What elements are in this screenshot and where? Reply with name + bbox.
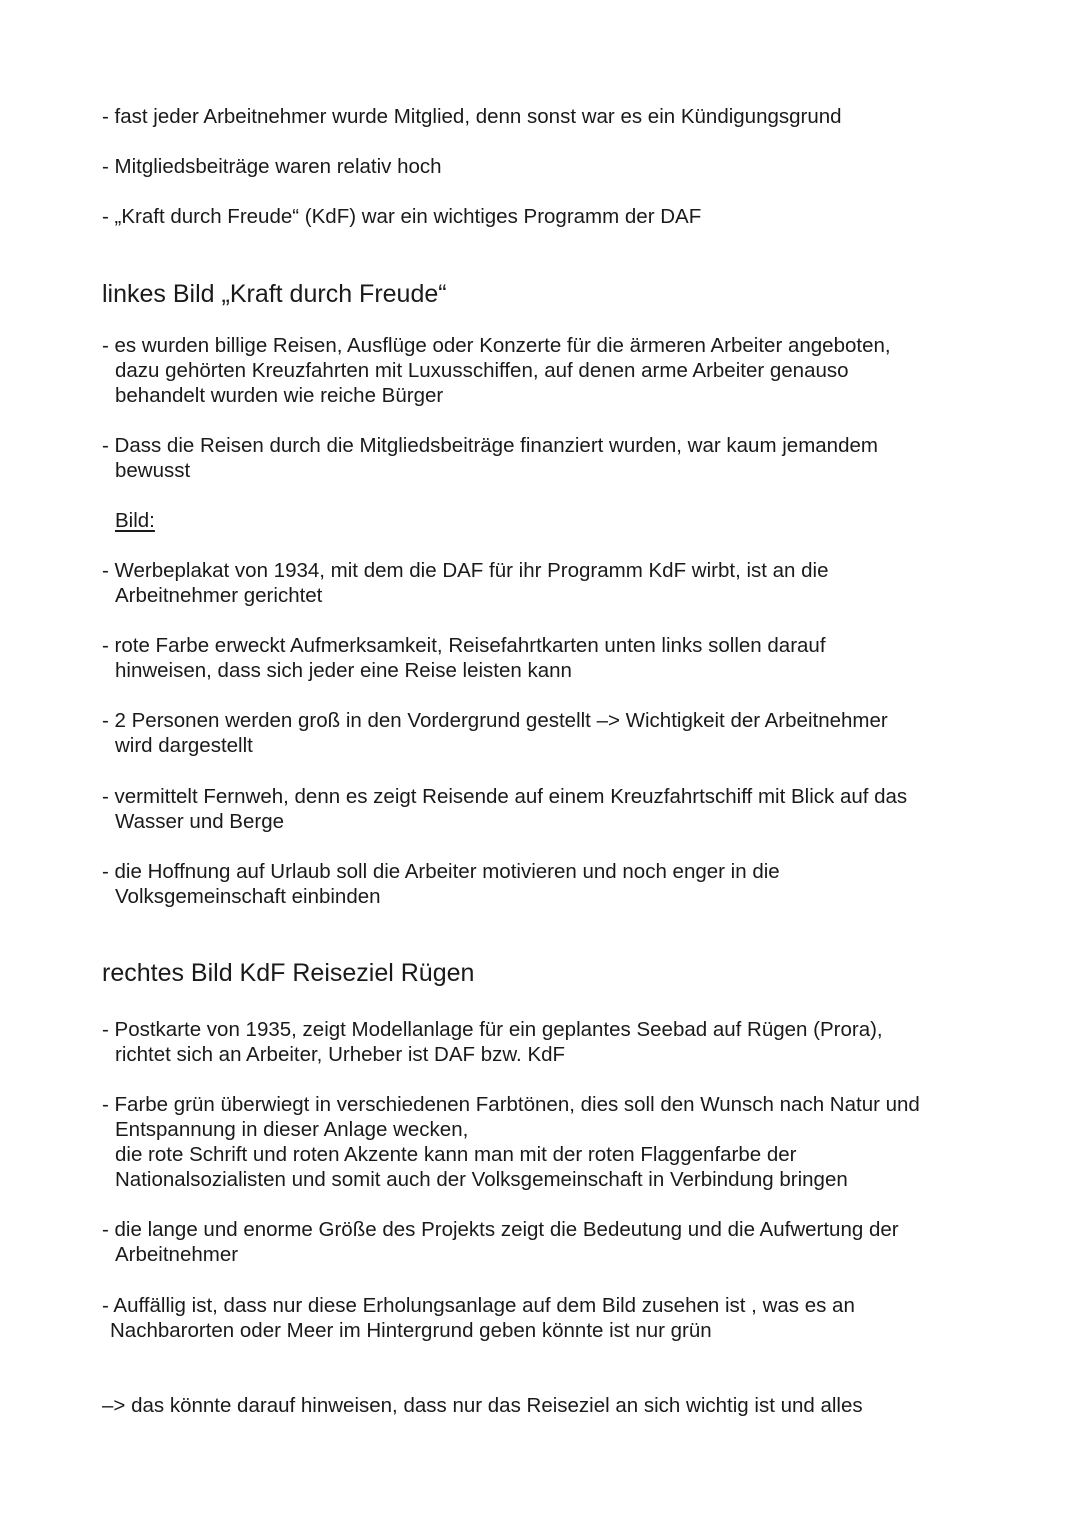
paragraph-line: - es wurden billige Reisen, Ausflüge oder Konzerte für die ärmeren Arbeiter angeboten, <box>102 334 891 357</box>
paragraph-line: - Postkarte von 1935, zeigt Modellanlage für ein geplantes Seebad auf Rügen (Prora), <box>102 1018 883 1041</box>
paragraph-line: hinweisen, dass sich jeder eine Reise leisten kann <box>115 659 572 682</box>
paragraph-line: bewusst <box>115 459 191 482</box>
paragraph-line: behandelt wurden wie reiche Bürger <box>115 384 444 407</box>
paragraph-line: Nationalsozialisten und somit auch der Volksgemeinschaft in Verbindung bringen <box>115 1168 848 1191</box>
paragraph-line: - Dass die Reisen durch die Mitgliedsbeiträge finanziert wurden, war kaum jemandem <box>102 434 878 457</box>
paragraph-line: Wasser und Berge <box>115 810 285 833</box>
paragraph-line: - Farbe grün überwiegt in verschiedenen Farbtönen, dies soll den Wunsch nach Natur und <box>102 1093 920 1116</box>
paragraph-line: dazu gehörten Kreuzfahrten mit Luxusschiffen, auf denen arme Arbeiter genauso <box>115 359 849 382</box>
paragraph-line: - die Hoffnung auf Urlaub soll die Arbeiter motivieren und noch enger in die <box>102 860 780 883</box>
bild-label: Bild: <box>115 509 155 532</box>
paragraph-line: - vermittelt Fernweh, denn es zeigt Reisende auf einem Kreuzfahrtschiff mit Blick auf das <box>102 785 908 808</box>
section-heading-linkes-bild: linkes Bild „Kraft durch Freude“ <box>102 280 447 308</box>
paragraph-line: - die lange und enorme Größe des Projekts zeigt die Bedeutung und die Aufwertung der <box>102 1218 899 1241</box>
intro-line-1: - fast jeder Arbeitnehmer wurde Mitglied, denn sonst war es ein Kündigungsgrund <box>102 105 842 128</box>
section-heading-rechtes-bild: rechtes Bild KdF Reiseziel Rügen <box>102 959 475 987</box>
paragraph-line: - 2 Personen werden groß in den Vordergrund gestellt –> Wichtigkeit der Arbeitnehmer <box>102 709 888 732</box>
paragraph-line: richtet sich an Arbeiter, Urheber ist DAF bzw. KdF <box>115 1043 566 1066</box>
paragraph-line: Nachbarorten oder Meer im Hintergrund geben könnte ist nur grün <box>110 1319 712 1342</box>
paragraph-line: wird dargestellt <box>115 734 253 757</box>
paragraph-line: - rote Farbe erweckt Aufmerksamkeit, Reisefahrtkarten unten links sollen darauf <box>102 634 826 657</box>
paragraph-line: –> das könnte darauf hinweisen, dass nur das Reiseziel an sich wichtig ist und alles <box>102 1394 863 1417</box>
intro-line-2: - Mitgliedsbeiträge waren relativ hoch <box>102 155 442 178</box>
intro-line-3: - „Kraft durch Freude“ (KdF) war ein wichtiges Programm der DAF <box>102 205 702 228</box>
paragraph-line: Arbeitnehmer <box>115 1243 239 1266</box>
paragraph-line: - Werbeplakat von 1934, mit dem die DAF für ihr Programm KdF wirbt, ist an die <box>102 559 829 582</box>
paragraph-line: die rote Schrift und roten Akzente kann man mit der roten Flaggenfarbe der <box>115 1143 797 1166</box>
paragraph-line: Entspannung in dieser Anlage wecken, <box>115 1118 469 1141</box>
paragraph-line: Arbeitnehmer gerichtet <box>115 584 323 607</box>
paragraph-line: - Auffällig ist, dass nur diese Erholungsanlage auf dem Bild zusehen ist , was es an <box>102 1294 855 1317</box>
paragraph-line: Volksgemeinschaft einbinden <box>115 885 381 908</box>
